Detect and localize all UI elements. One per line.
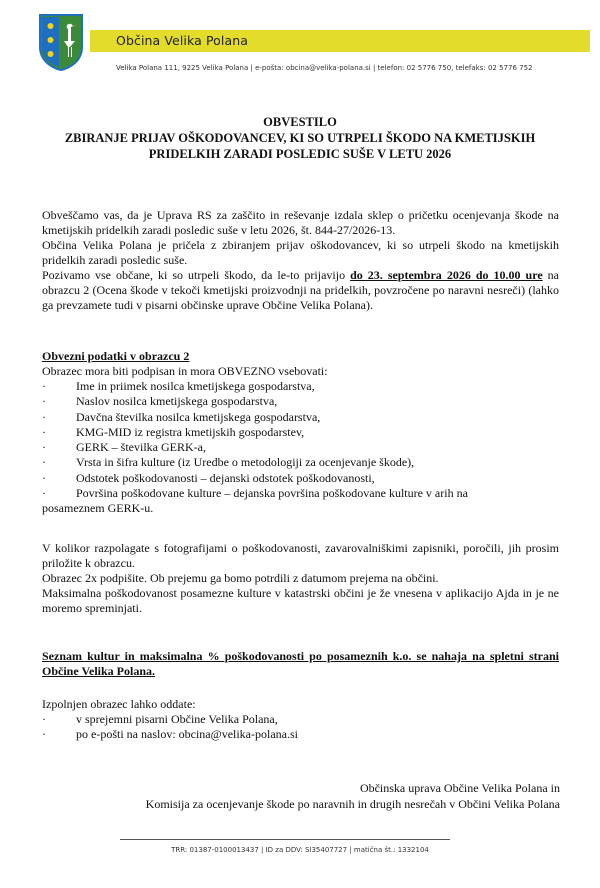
submission-list [42, 712, 562, 742]
title-line-1: OBVESTILO [263, 115, 337, 129]
title-line-2: ZBIRANJE PRIJAV OŠKODOVANCEV, KI SO UTRPELI ŠKODO NA KMETIJSKIH [64, 131, 536, 145]
contact-info: Velika Polana 111, 9225 Velika Polana | e-pošta: obcina@velika-polana.si | telefon: 02 5776 750, telefaks: 02 5776 752 [116, 64, 533, 72]
required-intro: Obrazec mora biti podpisan in mora OBVEZNO vsebovati: [42, 364, 328, 378]
signature-line-1: Občinska uprava Občine Velika Polana in [359, 781, 560, 795]
list-item: · po e-pošti na naslov: obcina@velika-polana.si [42, 727, 562, 742]
notes-photos: V kolikor razpolagate s fotografijami o poškodovanosti, zavarovalniškimi zapisniki, poročili, jih prosim priložite k obrazcu. [42, 541, 559, 570]
deadline: do 23. septembra 2026 do 10.00 ure [350, 268, 543, 282]
list-item: · Odstotek poškodovanosti – dejanski odstotek poškodovanosti, [42, 471, 562, 486]
list-item-last [42, 486, 562, 517]
list-item: · Vrsta in šifra kulture (iz Uredbe o metodologiji za ocenjevanje škode), [42, 455, 562, 470]
intro-paragraph-2: Občina Velika Polana je pričela z zbiranjem prijav oškodovancev, ki so utrpeli škodo na kmetijskih pridelkih zaradi posledic suše. [42, 238, 559, 267]
intro-form-info: na obrazcu 2 (Ocena škode v tekoči kmetijski proizvodnji na pridelkih, povzročene po naravni nesreči) (lahko ga prevzamete tudi v pisarni občinske uprave Občine Velika Polana). [42, 268, 559, 312]
required-heading: Obvezni podatki v obrazcu 2 [42, 349, 190, 363]
intro-paragraph-3 [42, 268, 559, 313]
signature-block [146, 780, 560, 812]
notice-title [40, 114, 560, 162]
list-item-last-line-1: Površina poškodovane kulture – dejanska površina poškodovane kulture v arih na [76, 486, 468, 501]
municipality-name: Občina Velika Polana [116, 33, 248, 48]
notes-max-damage: Maksimalna poškodovanost posamezne kulture v katastrski občini je že vnesena v aplikacijo Ajda in je ne moremo spreminjati. [42, 586, 559, 615]
title-line-3: PRIDELKIH ZARADI POSLEDIC SUŠE V LETU 2026 [148, 147, 452, 161]
submission-intro: Izpolnjen obrazec lahko oddate: [42, 697, 196, 711]
footer-bank-info: TRR: 01387-0100013437 | ID za DDV: SI35407727 | matična št.: 1332104 [171, 846, 429, 854]
list-item: · GERK – številka GERK-a, [42, 440, 562, 455]
intro-call-text: Pozivamo vse občane, ki so utrpeli škodo, da le-to prijavijo [42, 268, 351, 282]
list-item: · Naslov nosilca kmetijskega gospodarstva, [42, 394, 562, 409]
list-item: · Ime in priimek nosilca kmetijskega gospodarstva, [42, 379, 562, 394]
signature-line-2: Komisija za ocenjevanje škode po naravnih in drugih nesrečah v Občini Velika Polana [145, 797, 560, 811]
required-section [42, 349, 559, 379]
notes-sign-twice: Obrazec 2x podpišite. Ob prejemu ga bomo potrdili z datumom prejema na občini. [42, 571, 439, 585]
list-item: · KMG-MID iz registra kmetijskih gospodarstev, [42, 425, 562, 440]
municipality-crest-icon [38, 13, 84, 71]
intro-paragraph-1: Obveščamo vas, da je Uprava RS za zaščito in reševanje izdala sklep o pričetku ocenjevanja škode na kmetijskih pridelkih zaradi posledic suše v letu 2026, št. 844-27/2026-13. [42, 208, 559, 237]
footer-divider [120, 839, 450, 840]
list-item: · Davčna številka nosilca kmetijskega gospodarstva, [42, 410, 562, 425]
required-list [42, 379, 562, 517]
list-item-last-line-2: posameznem GERK-u. [42, 501, 154, 516]
notes-section [42, 541, 559, 616]
list-item: · v sprejemni pisarni Občine Velika Polana, [42, 712, 562, 727]
culture-list-notice: Seznam kultur in maksimalna % poškodovanosti po posameznih k.o. se nahaja na spletni strani Občine Velika Polana. [42, 649, 559, 678]
